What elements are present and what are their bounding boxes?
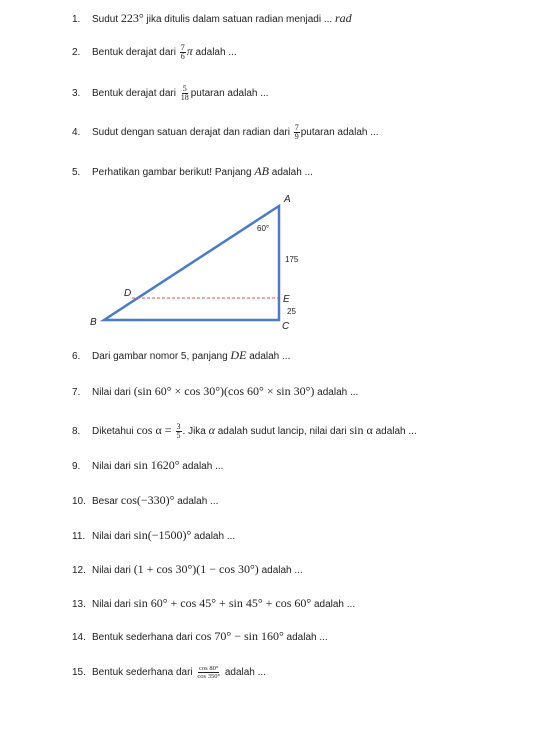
question-7: 7. Nilai dari (sin 60° × cos 30°)(cos 60° × sin 30°) adalah ... <box>72 384 359 398</box>
question-number: 14. <box>72 632 86 643</box>
question-number: 6. <box>72 351 81 362</box>
question-6: 6. Dari gambar nomor 5, panjang DE adalah ... <box>72 348 291 362</box>
triangle-figure <box>80 188 310 338</box>
length-ec-label: 25 <box>287 307 296 316</box>
question-number: 2. <box>72 47 81 59</box>
vertex-d-label: D <box>124 288 132 299</box>
question-number: 9. <box>72 461 81 472</box>
question-8: 8. Diketahui cos α = $\frac{3}{5}$ . Jika α adalah sudut lancip, nilai dari sin α adalah ... <box>72 422 417 440</box>
question-3: 3. Bentuk derajat dari $\frac{5}{18}$ putaran adalah ... <box>72 84 269 102</box>
question-2: 2. Bentuk derajat dari $\frac{7}{6}$ π adalah ... <box>72 43 237 61</box>
question-11: 11. Nilai dari sin(−1500)° adalah ... <box>72 528 236 542</box>
question-13: 13. Nilai dari sin 60° + cos 45° + sin 45° + cos 60° adalah ... <box>72 596 356 610</box>
question-10: 10. Besar cos(−330)° adalah ... <box>72 493 219 507</box>
question-number: 8. <box>72 426 81 438</box>
vertex-c-label: C <box>282 321 290 332</box>
fraction: $\frac{7}{9}$ <box>294 123 299 141</box>
angle-a-label: 60° <box>257 224 270 233</box>
question-number: 11. <box>72 531 86 542</box>
question-number: 4. <box>72 127 81 139</box>
triangle-abc <box>104 206 279 320</box>
vertex-b-label: B <box>90 317 97 328</box>
question-9: 9. Nilai dari sin 1620° adalah ... <box>72 458 224 472</box>
question-number: 10. <box>72 496 86 507</box>
fraction: $\frac{5}{18}$ <box>180 84 189 102</box>
vertex-e-label: E <box>283 294 290 305</box>
question-14: 14. Bentuk sederhana dari cos 70° − sin 160° adalah ... <box>72 629 328 643</box>
question-number: 5. <box>72 167 81 178</box>
question-number: 15. <box>72 667 86 679</box>
question-4: 4. Sudut dengan satuan derajat dan radian dari $\frac{7}{9}$ putaran adalah ... <box>72 123 379 141</box>
question-5: 5. Perhatikan gambar berikut! Panjang AB adalah ... <box>72 164 313 178</box>
question-12: 12. Nilai dari (1 + cos 30°)(1 − cos 30°) adalah ... <box>72 562 303 576</box>
fraction: $\frac{3}{5}$ <box>176 422 181 440</box>
length-ae-label: 175 <box>285 255 299 264</box>
question-number: 3. <box>72 88 81 100</box>
vertex-a-label: A <box>284 194 291 205</box>
question-1: 1. Sudut 223° jika ditulis dalam satuan radian menjadi ... rad <box>72 11 352 25</box>
question-15: 15. Bentuk sederhana dari $\frac{\cos 80^\circ}{\cos 350^\circ}$ adalah ... <box>72 665 266 680</box>
fraction: $\frac{\cos 80^\circ}{\cos 350^\circ}$ <box>197 665 221 680</box>
fraction: $\frac{7}{6}$ <box>180 43 185 61</box>
question-number: 7. <box>72 387 81 398</box>
question-number: 1. <box>72 14 81 25</box>
question-number: 12. <box>72 565 86 576</box>
question-number: 13. <box>72 599 86 610</box>
